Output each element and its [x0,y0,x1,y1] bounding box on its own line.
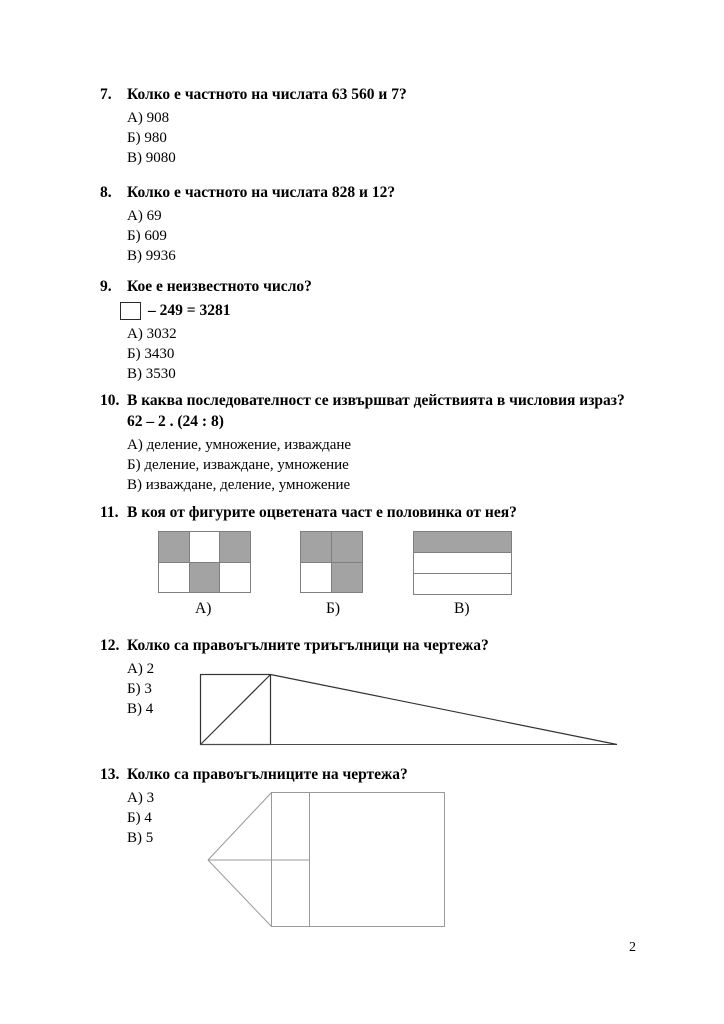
shaded-cell [332,563,362,593]
question-number: 10. [100,392,120,409]
option-v: В) изваждане, деление, умножение [127,477,351,493]
question-title [100,391,675,411]
option-v: В) 4 [127,701,154,717]
option-b: Б) 3430 [127,346,175,362]
unshaded-row [414,574,511,594]
unshaded-cell [159,563,189,593]
figure-b-grid [300,531,363,593]
rectangles-figure [205,790,450,930]
question-text: Кое е неизвестното число? [127,278,312,295]
expression-line: 62 – 2 . (24 : 8) [127,413,224,430]
question-number: 7. [100,86,112,103]
option-v: В) 9080 [127,150,176,166]
question-text: В коя от фигурите оцветената част е половинка от нея? [127,504,517,521]
question-number: 12. [100,637,120,654]
shaded-cell [190,563,220,593]
option-v: В) 9936 [127,248,176,264]
question-12 [100,636,675,751]
page-number: 2 [629,940,636,955]
option-a: А) 69 [127,208,162,224]
question-title [100,765,675,785]
option-a: А) 3 [127,790,155,806]
option-b: Б) 4 [127,810,152,826]
question-text: В каква последователност се извършват действията в числовия израз? [127,392,625,409]
shaded-cell [220,532,250,562]
question-title [100,277,675,297]
question-text: Колко е частното на числата 63 560 и 7? [127,86,407,103]
options-list [127,435,675,495]
option-a: А) 2 [127,661,155,677]
option-a: А) 908 [127,110,170,126]
shaded-row [414,532,511,552]
question-11 [100,503,675,633]
question-title [100,503,675,523]
option-b: Б) 3 [127,681,152,697]
question-number: 13. [100,766,120,783]
question-text: Колко е частното на числата 828 и 12? [127,184,396,201]
question-text: Колко са правоъгълниците на чертежа? [127,766,408,783]
unshaded-cell [301,563,331,593]
option-v: В) 3530 [127,366,176,382]
question-title [100,636,675,656]
question-number: 9. [100,278,112,295]
options-list [127,324,675,384]
figure-b-label: Б) [326,600,341,617]
triangle-figure [195,672,619,747]
option-b: Б) 609 [127,228,167,244]
figure-a-label: А) [195,600,212,617]
option-a: А) 3032 [127,326,177,342]
unknown-number-box [120,302,141,320]
options-list [127,108,675,168]
shaded-cell [301,532,331,562]
option-b: Б) деление, изваждане, умножение [127,457,349,473]
equation-text: – 249 = 3281 [148,301,231,319]
question-number: 11. [100,504,119,521]
shaded-cell [332,532,362,562]
question-text: Колко са правоъгълните триъгълници на чертежа? [127,637,489,654]
option-b: Б) 980 [127,130,167,146]
question-8 [100,183,675,266]
question-9 [100,277,675,384]
question-title [100,183,675,203]
figure-a-grid [158,531,251,593]
question-number: 8. [100,184,112,201]
question-13 [100,765,675,935]
figure-c-label: В) [454,600,470,617]
equation-line [120,300,675,321]
question-title [100,85,675,105]
figure-c-grid [413,531,512,595]
option-a: А) деление, умножение, изваждане [127,437,352,453]
shaded-cell [159,532,189,562]
option-v: В) 5 [127,830,154,846]
unshaded-row [414,553,511,573]
question-10 [100,391,675,495]
question-7 [100,85,675,168]
unshaded-cell [190,532,220,562]
unshaded-cell [220,563,250,593]
options-list [127,206,675,266]
